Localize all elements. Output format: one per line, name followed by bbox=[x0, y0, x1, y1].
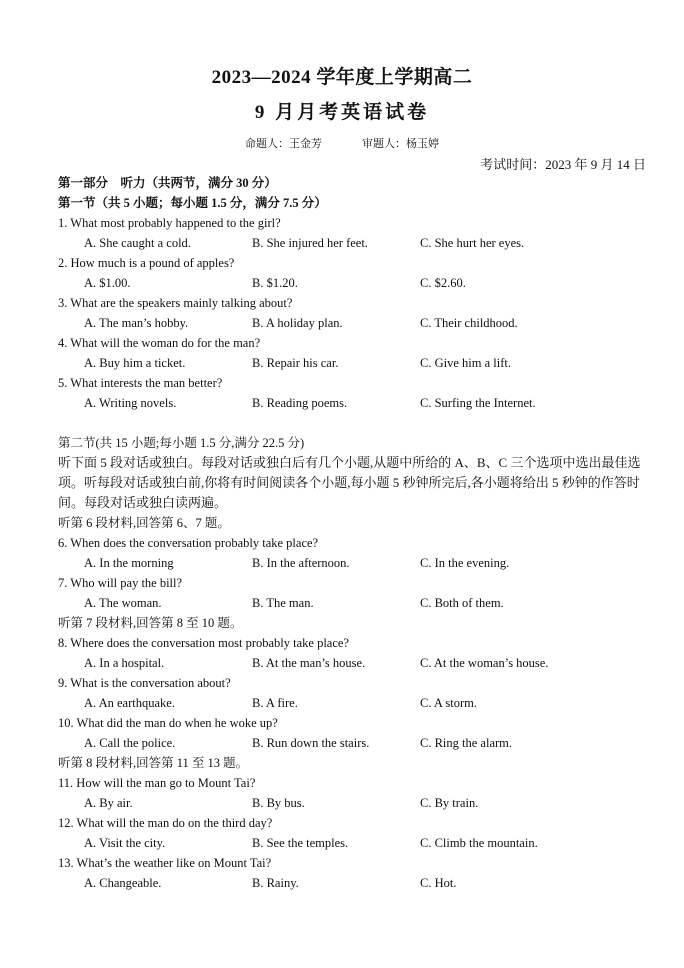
option-b: B. By bus. bbox=[252, 796, 305, 810]
question-1: 1. What most probably happened to the girl? bbox=[58, 216, 281, 230]
author-line bbox=[0, 135, 684, 151]
question-9-options bbox=[58, 693, 648, 713]
option-c: C. Both of them. bbox=[420, 596, 504, 610]
option-c: C. A storm. bbox=[420, 696, 477, 710]
option-b: B. See the temples. bbox=[252, 836, 349, 850]
option-c: C. By train. bbox=[420, 796, 479, 810]
question-8-options bbox=[58, 653, 648, 673]
option-b: B. $1.20. bbox=[252, 276, 298, 290]
option-b: B. At the man’s house. bbox=[252, 656, 366, 670]
question-3: 3. What are the speakers mainly talking about? bbox=[58, 296, 293, 310]
question-7: 7. Who will pay the bill? bbox=[58, 576, 183, 590]
option-c: C. At the woman’s house. bbox=[420, 656, 549, 670]
exam-time: 考试时间：2023 年 9 月 14 日 bbox=[480, 157, 646, 172]
option-a: A. In a hospital. bbox=[84, 656, 165, 670]
question-6: 6. When does the conversation probably take place? bbox=[58, 536, 319, 550]
exam-title-line2: 9 月月考英语试卷 bbox=[254, 102, 430, 123]
option-a: A. $1.00. bbox=[84, 276, 131, 290]
question-9: 9. What is the conversation about? bbox=[58, 676, 231, 690]
author-name: 命题人：王金芳 bbox=[245, 138, 322, 150]
question-13-options bbox=[58, 873, 648, 893]
option-b: B. A fire. bbox=[252, 696, 298, 710]
part1-heading: 第一部分 听力（共两节，满分 30 分） bbox=[58, 176, 277, 190]
question-8: 8. Where does the conversation most probably take place? bbox=[58, 636, 349, 650]
reviewer-name: 审题人：杨玉婷 bbox=[362, 138, 439, 150]
question-7-options bbox=[58, 593, 648, 613]
material-6-note: 听第 6 段材料,回答第 6、7 题。 bbox=[58, 516, 230, 530]
exam-title-line1: 2023—2024 学年度上学期高二 bbox=[211, 67, 473, 88]
option-c: C. In the evening. bbox=[420, 556, 510, 570]
option-a: A. By air. bbox=[84, 796, 133, 810]
material-7-note: 听第 7 段材料,回答第 8 至 10 题。 bbox=[58, 616, 243, 630]
option-a: A. Writing novels. bbox=[84, 396, 177, 410]
exam-content bbox=[58, 173, 648, 893]
section-gap bbox=[58, 413, 648, 433]
option-b: B. Repair his car. bbox=[252, 356, 339, 370]
material-8-note: 听第 8 段材料,回答第 11 至 13 题。 bbox=[58, 756, 249, 770]
option-a: A. Changeable. bbox=[84, 876, 162, 890]
section2-heading: 第二节(共 15 小题;每小题 1.5 分,满分 22.5 分) bbox=[58, 436, 305, 450]
option-c: C. Hot. bbox=[420, 876, 457, 890]
section2-instructions: 听下面 5 段对话或独白。每段对话或独白后有几个小题,从题中所给的 A、B、C 三个选项中选出最佳选项。听每段对话或独白前,你将有时间阅读各个小题,每小题 5 秒钟所完后,各小题将给出 5 秒钟的作答时间。每段对话或独白读两遍。 bbox=[58, 455, 641, 510]
question-2-options bbox=[58, 273, 648, 293]
option-c: C. Give him a lift. bbox=[420, 356, 511, 370]
option-a: A. She caught a cold. bbox=[84, 236, 191, 250]
question-12-options bbox=[58, 833, 648, 853]
option-b: B. A holiday plan. bbox=[252, 316, 343, 330]
option-c: C. Surfing the Internet. bbox=[420, 396, 536, 410]
question-4: 4. What will the woman do for the man? bbox=[58, 336, 261, 350]
question-3-options bbox=[58, 313, 648, 333]
question-6-options bbox=[58, 553, 648, 573]
option-b: B. She injured her feet. bbox=[252, 236, 368, 250]
option-c: C. $2.60. bbox=[420, 276, 466, 290]
option-a: A. The man’s hobby. bbox=[84, 316, 189, 330]
question-5: 5. What interests the man better? bbox=[58, 376, 223, 390]
question-11: 11. How will the man go to Mount Tai? bbox=[58, 776, 256, 790]
option-b: B. In the afternoon. bbox=[252, 556, 350, 570]
option-c: C. Climb the mountain. bbox=[420, 836, 538, 850]
question-4-options bbox=[58, 353, 648, 373]
question-10: 10. What did the man do when he woke up? bbox=[58, 716, 278, 730]
option-a: A. The woman. bbox=[84, 596, 162, 610]
option-b: B. The man. bbox=[252, 596, 314, 610]
option-a: A. Call the police. bbox=[84, 736, 176, 750]
question-2: 2. How much is a pound of apples? bbox=[58, 256, 235, 270]
option-b: B. Run down the stairs. bbox=[252, 736, 370, 750]
option-c: C. Ring the alarm. bbox=[420, 736, 512, 750]
option-b: B. Rainy. bbox=[252, 876, 299, 890]
question-5-options bbox=[58, 393, 648, 413]
question-12: 12. What will the man do on the third day? bbox=[58, 816, 273, 830]
option-b: B. Reading poems. bbox=[252, 396, 348, 410]
question-10-options bbox=[58, 733, 648, 753]
question-1-options bbox=[58, 233, 648, 253]
option-a: A. Buy him a ticket. bbox=[84, 356, 186, 370]
option-c: C. Their childhood. bbox=[420, 316, 518, 330]
option-c: C. She hurt her eyes. bbox=[420, 236, 525, 250]
option-a: A. In the morning bbox=[84, 556, 174, 570]
question-11-options bbox=[58, 793, 648, 813]
question-13: 13. What’s the weather like on Mount Tai? bbox=[58, 856, 272, 870]
section1-heading: 第一节（共 5 小题；每小题 1.5 分，满分 7.5 分） bbox=[58, 196, 327, 210]
option-a: A. An earthquake. bbox=[84, 696, 175, 710]
option-a: A. Visit the city. bbox=[84, 836, 166, 850]
